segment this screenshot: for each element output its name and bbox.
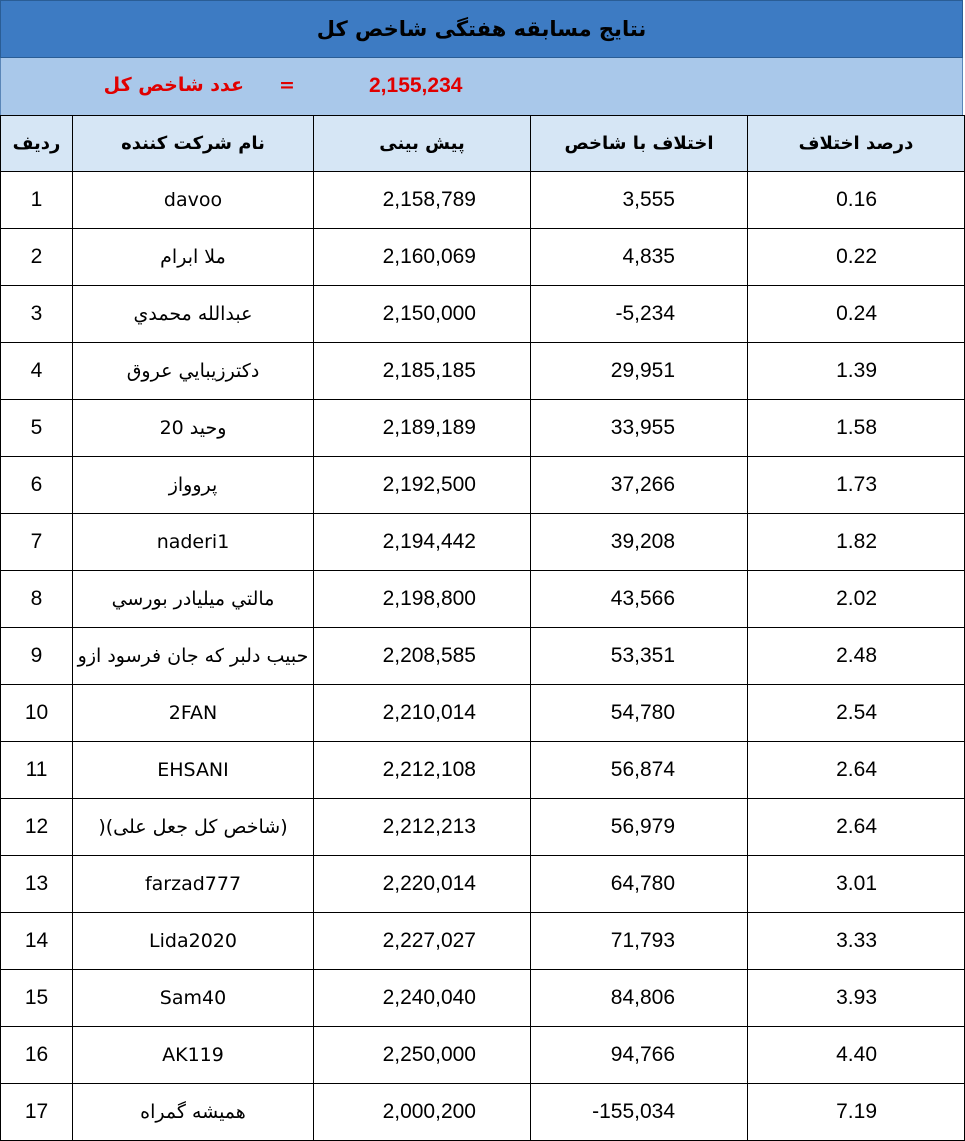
- difference-cell: 37,266: [531, 457, 748, 514]
- percent-cell: 0.24: [748, 286, 965, 343]
- table-row: [1, 913, 965, 970]
- table-body: [1, 172, 965, 1141]
- index-summary-label: عدد شاخص کل: [103, 74, 244, 96]
- percent-cell: 3.33: [748, 913, 965, 970]
- participant-name-cell: farzad777: [73, 856, 314, 913]
- rank-cell: 6: [1, 457, 73, 514]
- difference-cell: 56,874: [531, 742, 748, 799]
- table-row: [1, 457, 965, 514]
- percent-cell: 1.58: [748, 400, 965, 457]
- prediction-cell: 2,189,189: [314, 400, 531, 457]
- table-row: [1, 856, 965, 913]
- prediction-cell: 2,210,014: [314, 685, 531, 742]
- difference-cell: 56,979: [531, 799, 748, 856]
- participant-name-cell: حبيب دلبر كه جان فرسود ازو: [73, 628, 314, 685]
- participant-name-cell: (شاخص کل جعل علی)(: [73, 799, 314, 856]
- difference-cell: 3,555: [531, 172, 748, 229]
- table-row: [1, 571, 965, 628]
- prediction-cell: 2,212,108: [314, 742, 531, 799]
- prediction-cell: 2,160,069: [314, 229, 531, 286]
- table-row: [1, 685, 965, 742]
- prediction-cell: 2,227,027: [314, 913, 531, 970]
- percent-cell: 2.48: [748, 628, 965, 685]
- rank-cell: 4: [1, 343, 73, 400]
- table-row: [1, 970, 965, 1027]
- prediction-cell: 2,250,000: [314, 1027, 531, 1084]
- participant-name-cell: Lida2020: [73, 913, 314, 970]
- participant-name-cell: davoo: [73, 172, 314, 229]
- percent-cell: 0.22: [748, 229, 965, 286]
- header-percent: درصد اختلاف: [748, 116, 965, 172]
- difference-cell: 43,566: [531, 571, 748, 628]
- table-row: [1, 400, 965, 457]
- table-row: [1, 343, 965, 400]
- table-row: [1, 514, 965, 571]
- results-table: [0, 115, 965, 1141]
- rank-cell: 12: [1, 799, 73, 856]
- difference-cell: 4,835: [531, 229, 748, 286]
- header-rank: ردیف: [1, 116, 73, 172]
- participant-name-cell: دكترزيبايي عروق: [73, 343, 314, 400]
- participant-name-cell: مالتي ميليادر بورسي: [73, 571, 314, 628]
- participant-name-cell: 2FAN: [73, 685, 314, 742]
- percent-cell: 0.16: [748, 172, 965, 229]
- participant-name-cell: همیشه گمراه: [73, 1084, 314, 1141]
- table-row: [1, 286, 965, 343]
- difference-cell: 54,780: [531, 685, 748, 742]
- participant-name-cell: عبدالله محمدي: [73, 286, 314, 343]
- difference-cell: 33,955: [531, 400, 748, 457]
- difference-cell: -155,034: [531, 1084, 748, 1141]
- header-difference: اختلاف با شاخص: [531, 116, 748, 172]
- prediction-cell: 2,192,500: [314, 457, 531, 514]
- difference-cell: -5,234: [531, 286, 748, 343]
- prediction-cell: 2,185,185: [314, 343, 531, 400]
- prediction-cell: 2,000,200: [314, 1084, 531, 1141]
- prediction-cell: 2,150,000: [314, 286, 531, 343]
- difference-cell: 84,806: [531, 970, 748, 1027]
- rank-cell: 14: [1, 913, 73, 970]
- rank-cell: 9: [1, 628, 73, 685]
- table-row: [1, 172, 965, 229]
- percent-cell: 1.73: [748, 457, 965, 514]
- percent-cell: 3.01: [748, 856, 965, 913]
- rank-cell: 3: [1, 286, 73, 343]
- rank-cell: 17: [1, 1084, 73, 1141]
- rank-cell: 5: [1, 400, 73, 457]
- participant-name-cell: AK119: [73, 1027, 314, 1084]
- table-header-row: [1, 116, 965, 172]
- prediction-cell: 2,158,789: [314, 172, 531, 229]
- percent-cell: 3.93: [748, 970, 965, 1027]
- index-summary-bar: [0, 58, 963, 115]
- rank-cell: 8: [1, 571, 73, 628]
- rank-cell: 10: [1, 685, 73, 742]
- rank-cell: 7: [1, 514, 73, 571]
- rank-cell: 11: [1, 742, 73, 799]
- table-row: [1, 799, 965, 856]
- table-row: [1, 229, 965, 286]
- prediction-cell: 2,212,213: [314, 799, 531, 856]
- difference-cell: 29,951: [531, 343, 748, 400]
- participant-name-cell: ملا ابرام: [73, 229, 314, 286]
- percent-cell: 2.02: [748, 571, 965, 628]
- equals-sign: =: [279, 74, 295, 96]
- prediction-cell: 2,194,442: [314, 514, 531, 571]
- header-prediction: پیش بینی: [314, 116, 531, 172]
- prediction-cell: 2,220,014: [314, 856, 531, 913]
- difference-cell: 64,780: [531, 856, 748, 913]
- participant-name-cell: وحيد 20: [73, 400, 314, 457]
- participant-name-cell: EHSANI: [73, 742, 314, 799]
- percent-cell: 2.54: [748, 685, 965, 742]
- table-row: [1, 1027, 965, 1084]
- percent-cell: 4.40: [748, 1027, 965, 1084]
- participant-name-cell: پروواز: [73, 457, 314, 514]
- prediction-cell: 2,240,040: [314, 970, 531, 1027]
- prediction-cell: 2,198,800: [314, 571, 531, 628]
- table-row: [1, 628, 965, 685]
- difference-cell: 39,208: [531, 514, 748, 571]
- prediction-cell: 2,208,585: [314, 628, 531, 685]
- participant-name-cell: naderi1: [73, 514, 314, 571]
- participant-name-cell: Sam40: [73, 970, 314, 1027]
- rank-cell: 16: [1, 1027, 73, 1084]
- percent-cell: 1.39: [748, 343, 965, 400]
- rank-cell: 2: [1, 229, 73, 286]
- difference-cell: 71,793: [531, 913, 748, 970]
- rank-cell: 1: [1, 172, 73, 229]
- percent-cell: 1.82: [748, 514, 965, 571]
- rank-cell: 13: [1, 856, 73, 913]
- table-row: [1, 1084, 965, 1141]
- difference-cell: 94,766: [531, 1027, 748, 1084]
- percent-cell: 2.64: [748, 799, 965, 856]
- index-summary-value: 2,155,234: [369, 74, 463, 97]
- difference-cell: 53,351: [531, 628, 748, 685]
- rank-cell: 15: [1, 970, 73, 1027]
- table-row: [1, 742, 965, 799]
- header-name: نام شرکت کننده: [73, 116, 314, 172]
- page-title: نتایج مسابقه هفتگی شاخص کل: [0, 0, 963, 58]
- percent-cell: 7.19: [748, 1084, 965, 1141]
- percent-cell: 2.64: [748, 742, 965, 799]
